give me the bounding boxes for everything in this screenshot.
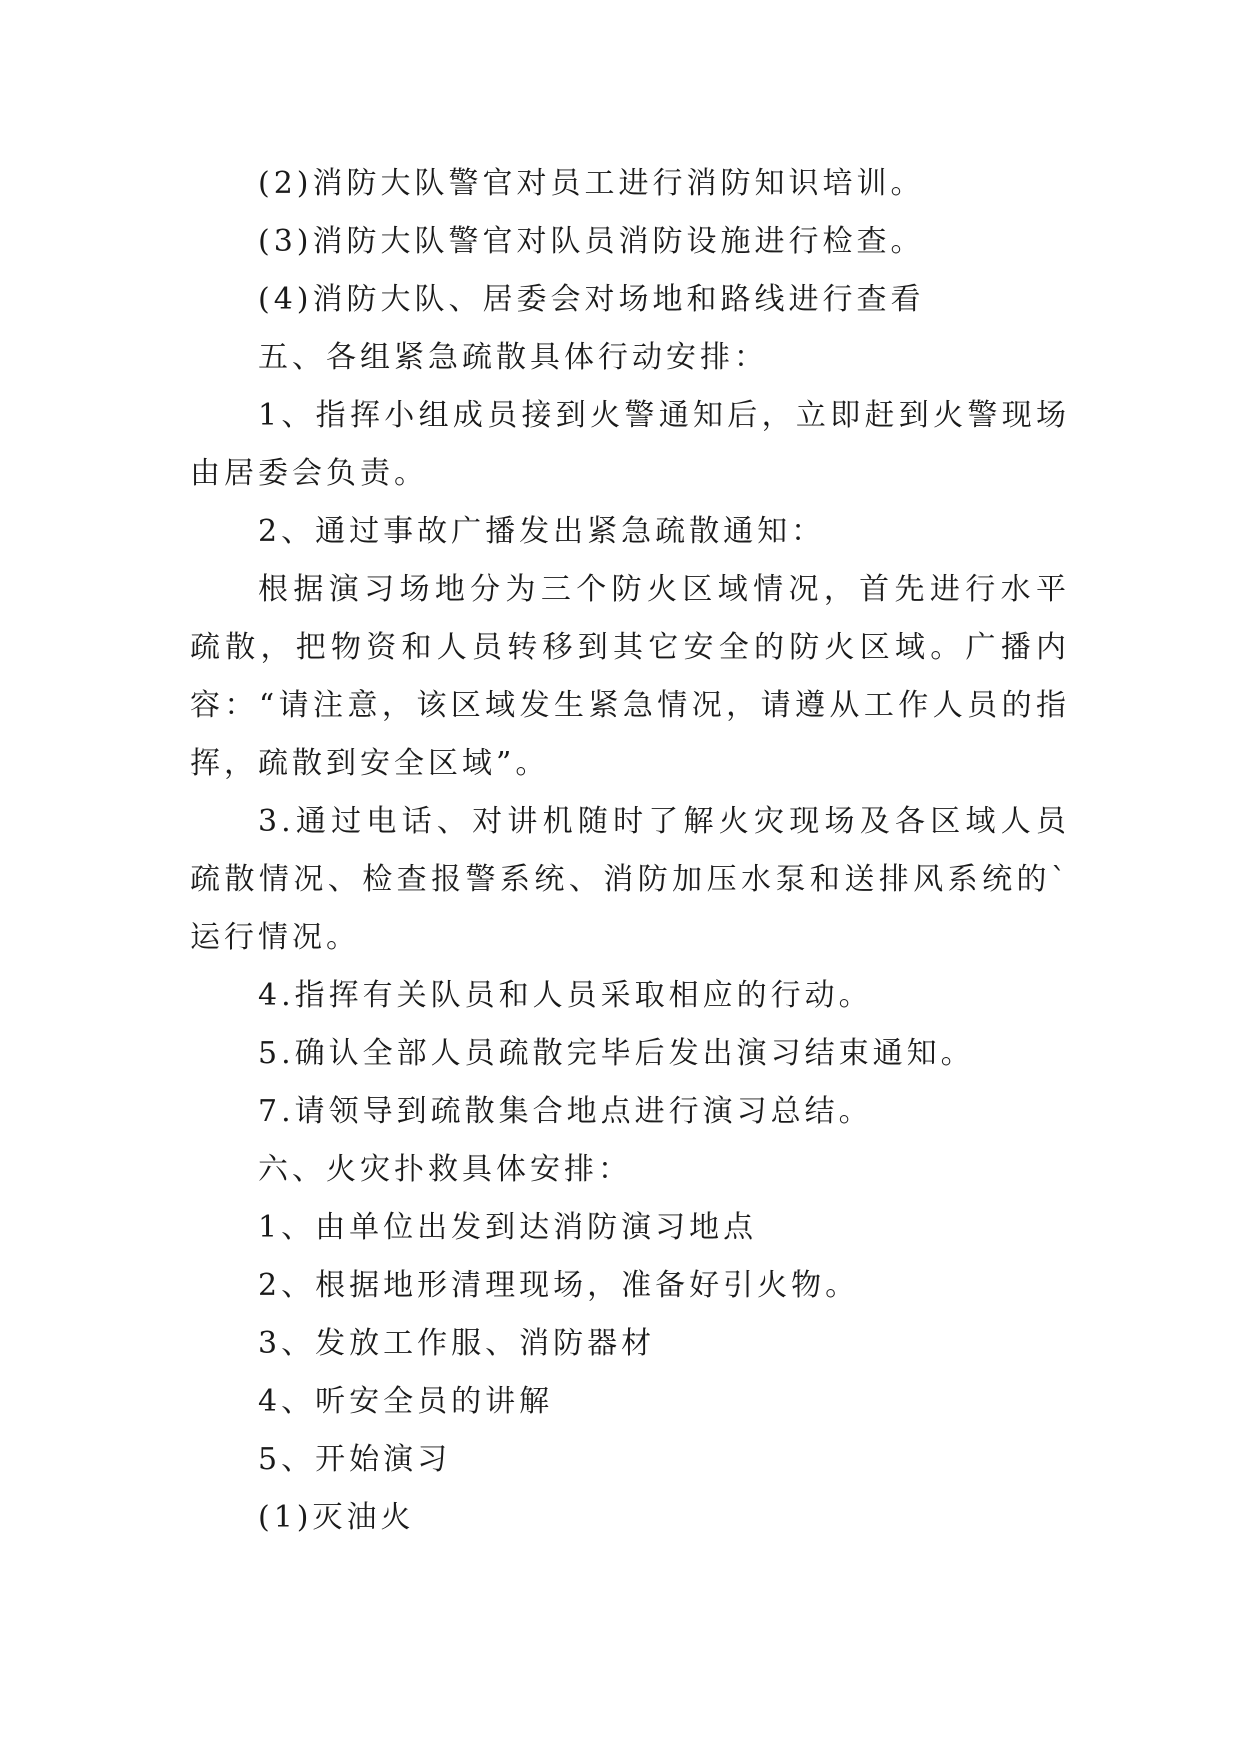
paragraph-step-2: 2、通过事故广播发出紧急疏散通知：: [258, 514, 826, 549]
paragraph-item-3: (3)消防大队警官对队员消防设施进行检查。: [258, 224, 925, 259]
paragraph-fire-step-2: 2、根据地形清理现场，准备好引火物。: [258, 1268, 860, 1303]
paragraph-step-4: 4.指挥有关队员和人员采取相应的行动。: [258, 978, 873, 1013]
paragraph-fire-step-4: 4、听安全员的讲解: [258, 1384, 554, 1419]
paragraph-item-2: (2)消防大队警官对员工进行消防知识培训。: [258, 166, 925, 201]
paragraph-step-7: 7.请领导到疏散集合地点进行演习总结。: [258, 1094, 873, 1129]
paragraph-step-5: 5.确认全部人员疏散完毕后发出演习结束通知。: [258, 1036, 975, 1071]
section-heading-5: 五、各组紧急疏散具体行动安排：: [258, 340, 768, 375]
paragraph-fire-step-3: 3、发放工作服、消防器材: [258, 1326, 656, 1361]
paragraph-item-4: (4)消防大队、居委会对场地和路线进行查看: [258, 282, 925, 317]
paragraph-step-1: 1、指挥小组成员接到火警通知后，立即赶到火警现场由居委会负责。: [190, 398, 1070, 491]
document-body: [190, 155, 1070, 1547]
paragraph-fire-sub-1: (1)灭油火: [258, 1500, 415, 1535]
section-heading-6: 六、火灾扑救具体安排：: [258, 1152, 632, 1187]
paragraph-fire-step-1: 1、由单位出发到达消防演习地点: [258, 1210, 758, 1245]
paragraph-fire-step-5: 5、开始演习: [258, 1442, 452, 1477]
paragraph-step-3: 3.通过电话、对讲机随时了解火灾现场及各区域人员疏散情况、检查报警系统、消防加压水泵和送排风系统的`运行情况。: [190, 804, 1070, 955]
paragraph-broadcast: 根据演习场地分为三个防火区域情况，首先进行水平疏散，把物资和人员转移到其它安全的防火区域。广播内容：“请注意，该区域发生紧急情况，请遵从工作人员的指挥，疏散到安全区域”。: [190, 572, 1070, 781]
